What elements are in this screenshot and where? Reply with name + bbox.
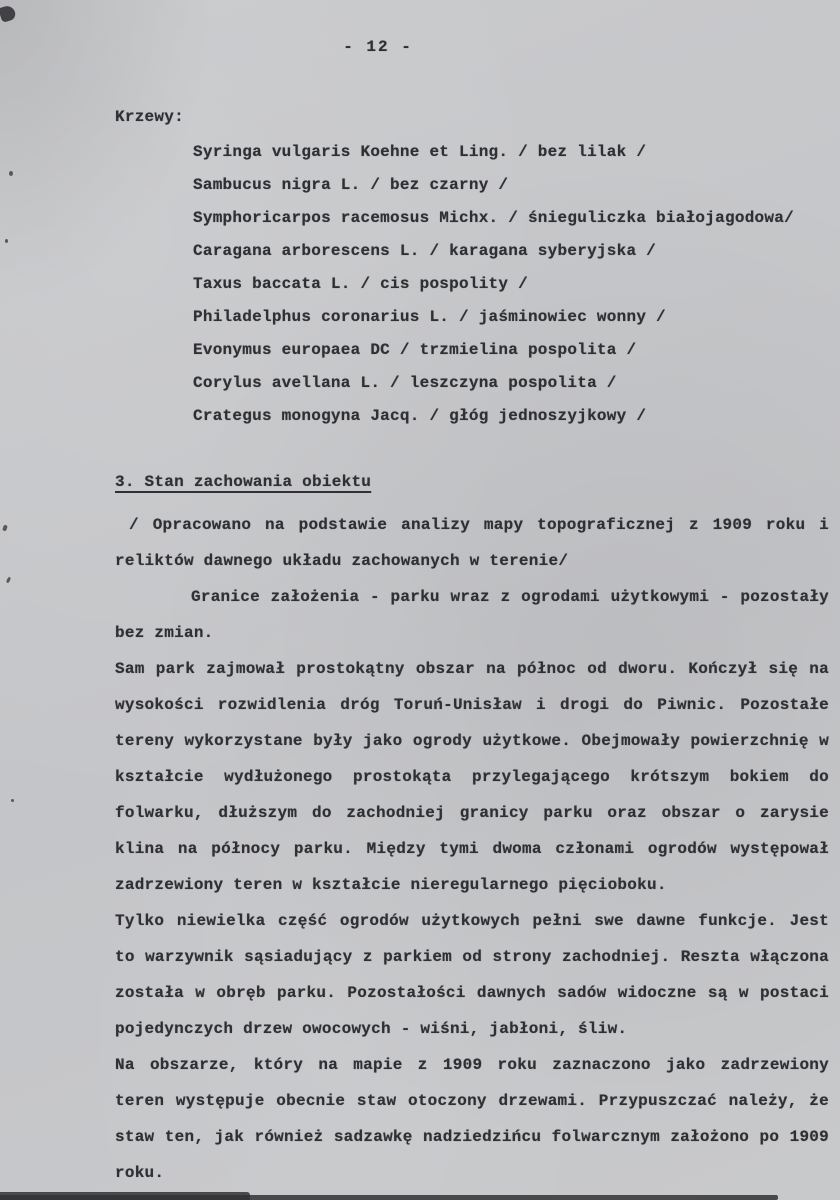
scan-speck [9,171,13,176]
scan-speck [6,577,11,584]
section-heading: 3. Stan zachowania obiektu [115,473,372,491]
shrub-item: Caragana arborescens L. / karagana syberyjska / [193,242,657,260]
shrub-item: Evonymus europaea DC / trzmielina pospolita / [193,341,637,359]
scan-corner-mark [0,4,17,23]
page-content [115,100,829,1191]
shrub-item: Philadelphus coronarius L. / jaśminowiec wonny / [193,308,666,326]
scan-bottom-edge-mark [0,1192,250,1200]
shrub-item: Symphoricarpos racemosus Michx. / śnieguliczka białojagodowa/ [193,209,794,227]
paragraph-source-note: / Opracowano na podstawie analizy mapy topograficznej z 1909 roku i reliktów dawnego układu zachowanych w terenie/ [115,516,829,570]
shrub-item: Corylus avellana L. / leszczyna pospolita / [193,374,617,392]
page-number: - 12 - [343,38,413,56]
scan-speck [11,799,14,802]
paragraph-gardens-today: Tylko niewielka część ogrodów użytkowych pełni swe dawne funkcje. Jest to warzywnik sąsiadujący z parkiem od strony zachodniej. Reszta włączona została w obręb parku. Pozostałości dawnych sadów widoczne są w postaci pojedynczych drzew owocowych - wiśni, jabłoni, śliw. [115,912,829,1038]
paragraph-park-layout: Sam park zajmował prostokątny obszar na północ od dworu. Kończył się na wysokości rozwidlenia dróg Toruń-Unisław i drogi do Piwnic. Pozostałe tereny wykorzystane były jako ogrody użytkowe. Obejmowały powierzchnię w kształcie wydłużonego prostokąta przylegającego krótszym bokiem do folwarku, dłuższym do zachodniej granicy parku oraz obszar o zarysie klina na północy parku. Między tymi dwoma członami ogrodów występował zadrzewiony teren w kształcie nieregularnego pięcioboku. [115,660,829,894]
scan-bottom-edge-mark [0,1195,778,1200]
shrub-item: Sambucus nigra L. / bez czarny / [193,176,509,194]
shrub-list [115,136,829,433]
shrub-item: Taxus baccata L. / cis pospolity / [193,275,528,293]
shrub-item: Crategus monogyna Jacq. / głóg jednoszyjkowy / [193,407,647,425]
paragraph-pond: Na obszarze, który na mapie z 1909 roku zaznaczono jako zadrzewiony teren występuje obecnie staw otoczony drzewami. Przypuszczać należy, że staw ten, jak również sadzawkę nadziedzińcu folwarcznym założono po 1909 roku. [115,1056,829,1182]
shrubs-heading: Krzewy: [115,108,184,126]
scan-speck [5,239,8,243]
shrub-item: Syringa vulgaris Koehne et Ling. / bez lilak / [193,143,647,161]
scan-speck [2,524,8,531]
paragraph-borders: Granice założenia - parku wraz z ogrodami użytkowymi - pozostały bez zmian. [115,588,829,642]
